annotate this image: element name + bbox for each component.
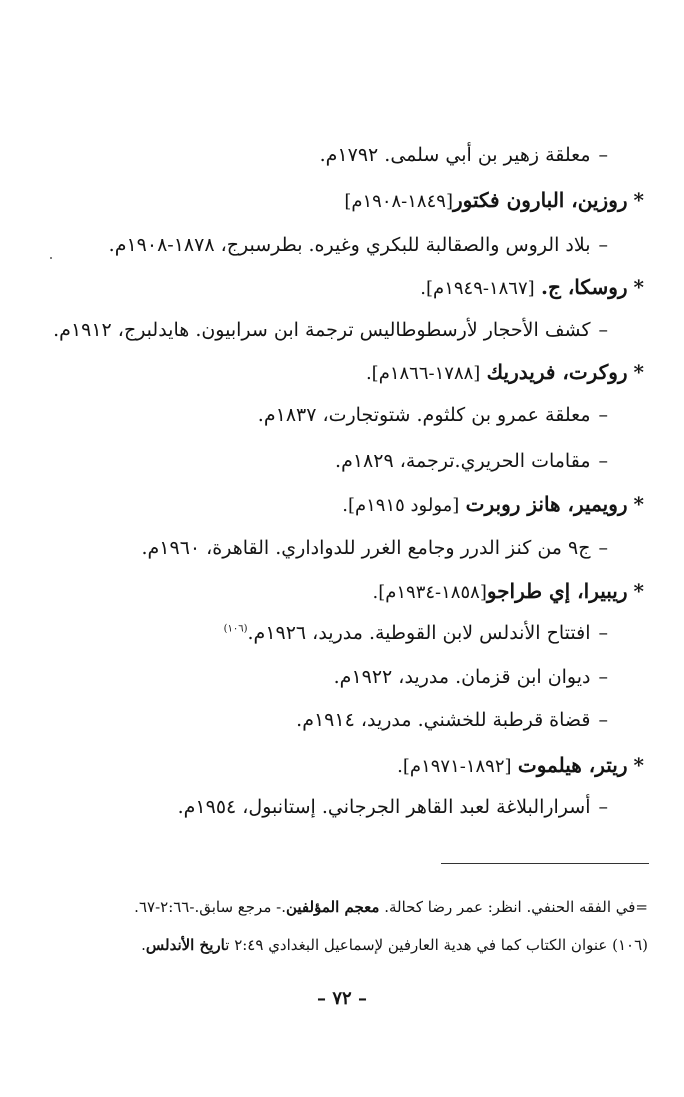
entry-heading bbox=[372, 576, 644, 608]
footnote-text: . bbox=[141, 936, 146, 954]
author-dates: [١٨٤٩-١٩٠٨م] bbox=[344, 191, 453, 212]
dash-marker: – bbox=[598, 537, 608, 559]
entry-text: ج٩ من كنز الدرر وجامع الغرر للدواداري. القاهرة، ١٩٦٠م. bbox=[141, 537, 591, 559]
dash-marker: – bbox=[598, 666, 608, 688]
star-marker: * bbox=[633, 492, 644, 516]
entry-text: افتتاح الأندلس لابن القوطية. مدريد، ١٩٢٦م. bbox=[247, 622, 591, 644]
footnote-title: اريخ الأندلس bbox=[145, 936, 226, 954]
author-name: ريبيرا، إي طراجو bbox=[486, 579, 628, 603]
author-dates: [١٨٩٢-١٩٧١م]. bbox=[397, 756, 512, 777]
entry-text: قضاة قرطبة للخشني. مدريد، ١٩١٤م. bbox=[296, 709, 591, 731]
entry-item bbox=[335, 446, 608, 476]
dash-marker: – bbox=[598, 796, 608, 818]
footnote-continuation bbox=[134, 894, 648, 920]
entry-text: مقامات الحريري.ترجمة، ١٨٢٩م. bbox=[335, 450, 591, 472]
entry-text: كشف الأحجار لأرسطوطاليس ترجمة ابن سرابيون. هايدلبرج، ١٩١٢م. bbox=[53, 319, 591, 341]
entry-text: أسرارالبلاغة لعبد القاهر الجرجاني. إستانبول، ١٩٥٤م. bbox=[177, 796, 591, 818]
footnote-106 bbox=[141, 932, 648, 958]
entry-text: معلقة عمرو بن كلثوم. شتوتجارت، ١٨٣٧م. bbox=[257, 404, 591, 426]
entry-item bbox=[296, 705, 608, 735]
entry-item bbox=[334, 662, 608, 692]
entry-heading bbox=[342, 489, 644, 521]
footnote-reference: (١٠٦) bbox=[223, 623, 248, 635]
star-marker: * bbox=[633, 360, 644, 384]
author-name: رويمير، هانز روبرت bbox=[465, 492, 628, 516]
scan-speck bbox=[50, 257, 52, 259]
author-dates: [مولود ١٩١٥م]. bbox=[342, 495, 460, 516]
entry-heading bbox=[344, 185, 644, 217]
entry-heading bbox=[397, 750, 644, 782]
dash-marker: – bbox=[598, 450, 608, 472]
star-marker: * bbox=[633, 188, 644, 212]
footnote-separator bbox=[441, 863, 649, 864]
entry-item bbox=[224, 618, 608, 648]
entry-text: بلاد الروس والصقالبة للبكري وغيره. بطرسبرج، ١٨٧٨-١٩٠٨م. bbox=[108, 234, 591, 256]
author-name: ريتر، هيلموت bbox=[517, 753, 628, 777]
dash-marker: – bbox=[598, 404, 608, 426]
dash-marker: – bbox=[598, 319, 608, 341]
star-marker: * bbox=[633, 753, 644, 777]
author-name: روكرت، فريدريك bbox=[486, 360, 628, 384]
star-marker: * bbox=[633, 275, 644, 299]
author-name: روسكا، ج. bbox=[541, 275, 628, 299]
dash-marker: – bbox=[598, 144, 608, 166]
entry-item bbox=[320, 140, 608, 170]
footnote-title: معجم المؤلفين bbox=[285, 898, 380, 916]
entry-item bbox=[178, 792, 608, 822]
entry-heading bbox=[420, 272, 644, 304]
entry-text: ديوان ابن قزمان. مدريد، ١٩٢٢م. bbox=[333, 666, 591, 688]
entry-item bbox=[258, 400, 608, 430]
dash-marker: – bbox=[598, 622, 608, 644]
footnote-text: =في الفقه الحنفي. انظر: عمر رضا كحالة. bbox=[384, 898, 648, 916]
dash-marker: – bbox=[598, 709, 608, 731]
author-dates: [١٧٨٨-١٨٦٦م]. bbox=[365, 363, 481, 384]
entry-heading bbox=[366, 357, 644, 389]
author-name: روزين، البارون فكتور bbox=[452, 188, 628, 212]
footnote-text: (١٠٦) عنوان الكتاب كما في هدية العارفين لإسماعيل البغدادي ٢:٤٩ ت bbox=[225, 936, 648, 954]
author-dates: [١٨٦٧-١٩٤٩م]. bbox=[420, 278, 535, 299]
star-marker: * bbox=[633, 579, 644, 603]
entry-text: معلقة زهير بن أبي سلمى. ١٧٩٢م. bbox=[319, 144, 591, 166]
footnote-text: .- مرجع سابق.-٢:٦٦-٦٧. bbox=[134, 898, 286, 916]
author-dates: [١٨٥٨-١٩٣٤م]. bbox=[372, 582, 487, 603]
dash-marker: – bbox=[598, 234, 608, 256]
entry-item bbox=[109, 230, 608, 260]
page-number: – ٧٢ – bbox=[317, 988, 367, 1009]
entry-item bbox=[141, 533, 608, 563]
entry-item bbox=[53, 315, 608, 345]
